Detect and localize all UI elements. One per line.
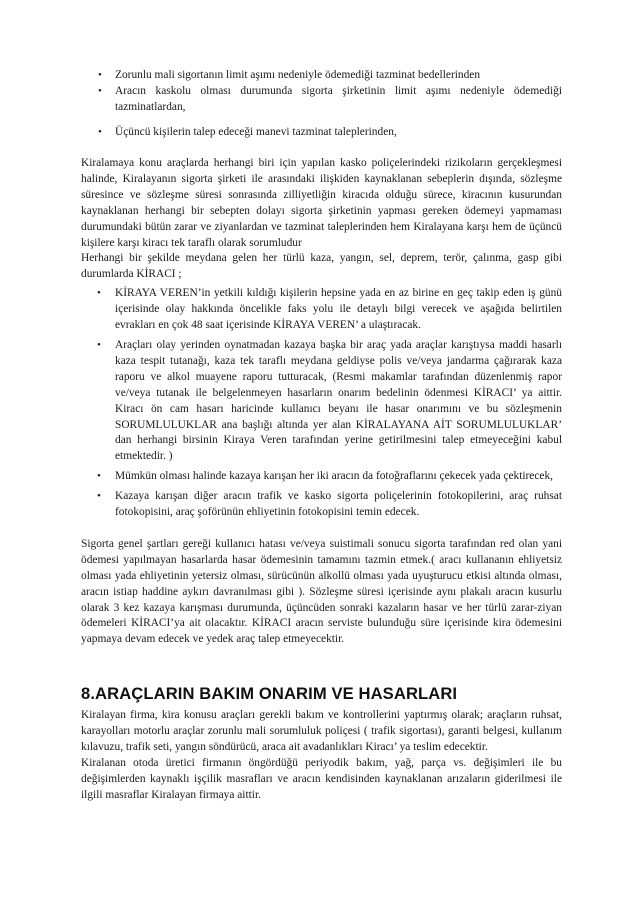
paragraph-kaza-durumlari: Herhangi bir şekilde meydana gelen her türlü kaza, yangın, sel, deprem, terör, çalınma, gasp gibi durumlarda KİRACI ; [81, 252, 562, 281]
main-text-block [81, 156, 562, 648]
list-item: • Mümkün olması halinde kazaya karışan her iki aracın da fotoğraflarını çekecek yada çektirecek, [81, 469, 562, 485]
section-8-text-block [81, 708, 562, 803]
list-item: • Araçları olay yerinden oynatmadan kazaya başka bir araç yada araçlar karıştıysa maddi hasarlı kaza tespit tutanağı, kaza tek taraflı meydana geldiyse polis ve/veya jandarma çağırarak kaza raporu ve alkol muayene raporu tutturacak, (Resmi makamlar tarafından düzenlenmiş rapor ve/veya tutanak ile belgelenmeyen hasarların onarım bedelinin ödenmesi KİRACI’ ya aittir. Kiracı ön cam hasarı haricinde kullanıcı beyanı ile hasar onarımını ve bu sözleşmenin SORUMLULUKLAR ana başlığı altında yer alan KİRALAYANA AİT SORUMLULUKLAR’ dan herhangi birsinin Kiraya Veren tarafından yerine getirilmesini talep etmeyeceğini kabul etmektedir. ) [81, 338, 562, 465]
top-bullet-list-block [81, 68, 562, 141]
section-heading: 8.ARAÇLARIN BAKIM ONARIM VE HASARLARI [81, 684, 458, 703]
list-item: • KİRAYA VEREN’in yetkili kıldığı kişilerin hepsine yada en az birine en geç takip eden iş günü içerisinde olay hakkında öncelikle faks yolu ile detaylı bilgi verecek ve aşağıda belirtilen evrakları en çok 48 saat içerisinde KİRAYA VEREN’ a ulaştıracak. [81, 286, 562, 334]
list-item: • Üçüncü kişilerin talep edeceği manevi tazminat taleplerinden, [81, 125, 562, 141]
kiraci-obligations-list [81, 286, 562, 521]
list-item: • Aracın kaskolu olması durumunda sigorta şirketinin limit aşımı nedeniyle ödemediği tazminatlardan, [81, 84, 562, 116]
paragraph-sigorta-sartlari: Sigorta genel şartları gereği kullanıcı hatası ve/veya suistimali sonucu sigorta tarafından red olan yani ödemesi yapılmayan hasarlarda hasar ödemesinin tamamını tazmin etmek.( aracı kullananın ehliyetsiz olması yada ehliyetinin yetersiz olması, sürücünün alkollü olması yada uyuşturucu etkisi altında olması, aracın istiap haddine aykırı davranılması gibi ). Sözleşme süresi içerisinde aynı plakalı aracın kusurlu olarak 3 kez kazaya karışması durumunda, üçüncüden sonraki kazaların hasar ve her türlü zarar-ziyan ödemeleri KİRACI’ya ait olacaktır. KİRACI aracın serviste bulunduğu süre içerisinde kira ödemesini yapmaya devam edecek ve yedek araç talep etmeyecektir. [81, 537, 562, 646]
list-item: • Zorunlu mali sigortanın limit aşımı nedeniyle ödemediği tazminat bedellerinden [81, 68, 562, 84]
paragraph-teslim: Kiralayan firma, kira konusu araçları gerekli bakım ve kontrollerini yaptırmış olarak; araçların ruhsat, karayolları motorlu araçlar zorunlu mali sorumluluk poliçesi ( trafik sigortası), garanti belgesi, kullanım kılavuzu, trafik seti, yangın söndürücü, araca ait avadanlıkları Kiracı’ ya teslim edecektir. [81, 709, 562, 753]
liability-bullet-list [81, 68, 562, 141]
paragraph-kasko: Kiralamaya konu araçlarda herhangi biri için yapılan kasko poliçelerindeki rizikoların gerçekleşmesi halinde, Kiralayanın sigorta şirketi ile arasındaki ilişkiden kaynaklanan sebeplerin dışında, sözleşme süresince ve sözleşme süresi sonrasında zilliyetliğin kiracıda olduğu sürece, kiracının kusurundan kaynaklanan herhangi bir sebepten dolayı sigorta şirketinin yapması gereken ödemeyi yapmaması durumundaki bütün zarar ve ziyanlardan ve tazminat taleplerinden hem Kiralayana karşı hem de üçüncü kişilere karşı kiracı tek taraflı olarak sorumludur [81, 157, 562, 249]
list-item: • Kazaya karışan diğer aracın trafik ve kasko sigorta poliçelerinin fotokopilerini, araç ruhsat fotokopisini, araç şoförünün ehliyetinin fotokopisini temin edecek. [81, 489, 562, 521]
paragraph-bakim: Kiralanan otoda üretici firmanın öngördüğü periyodik bakım, yağ, parça vs. değişimleri ile bu değişimlerden kaynaklı işçilik masrafları ve aracın kendisinden kaynaklanan arızaların giderilmesi ile ilgili masraflar Kiralayan firmaya aittir. [81, 756, 562, 801]
